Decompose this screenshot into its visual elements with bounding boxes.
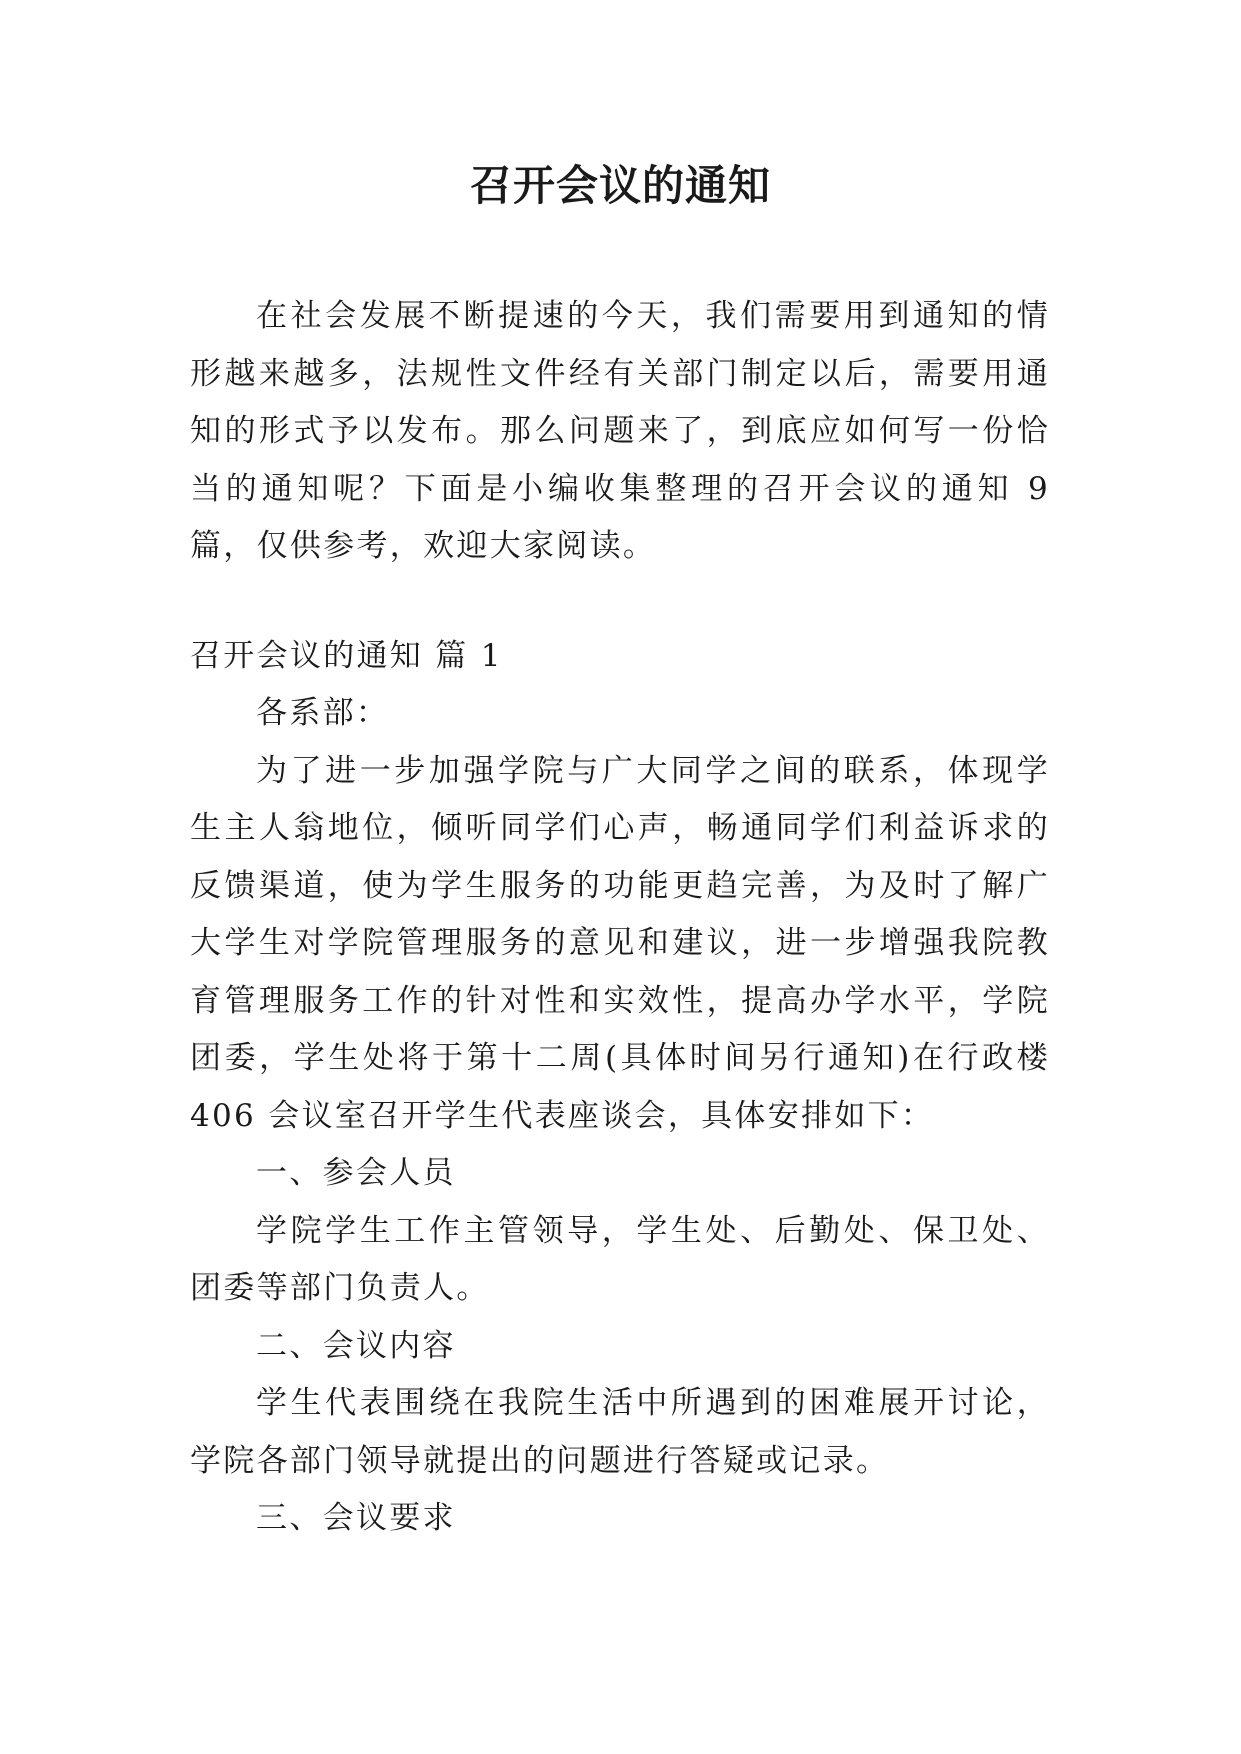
document-body <box>190 288 1050 1548</box>
body-paragraph-attendees: 学院学生工作主管领导，学生处、后勤处、保卫处、团委等部门负责人。 <box>190 1212 1050 1306</box>
intro-paragraph: 在社会发展不断提速的今天，我们需要用到通知的情形越来越多，法规性文件经有关部门制定以后，需要用通知的形式予以发布。那么问题来了，到底应如何写一份恰当的通知呢？下面是小编收集整理的召开会议的通知 9 篇，仅供参考，欢迎大家阅读。 <box>190 298 1050 564</box>
body-paragraph-content: 学生代表围绕在我院生活中所遇到的困难展开讨论，学院各部门领导就提出的问题进行答疑或记录。 <box>190 1385 1050 1479</box>
salutation: 各系部： <box>256 695 390 731</box>
heading-attendees: 一、参会人员 <box>256 1155 456 1191</box>
section-title: 召开会议的通知 篇 1 <box>190 637 503 674</box>
paragraph-spacer <box>190 576 1050 628</box>
heading-requirements: 三、会议要求 <box>256 1500 456 1536</box>
body-paragraph-purpose: 为了进一步加强学院与广大同学之间的联系，体现学生主人翁地位，倾听同学们心声，畅通同学们利益诉求的反馈渠道，使为学生服务的功能更趋完善，为及时了解广大学生对学院管理服务的意见和建议，进一步增强我院教育管理服务工作的针对性和实效性，提高办学水平，学院团委，学生处将于第十二周(具体时间另行通知)在行政楼 406 会议室召开学生代表座谈会，具体安排如下： <box>190 752 1050 1134</box>
document-title: 召开会议的通知 <box>469 161 771 210</box>
heading-content: 二、会议内容 <box>256 1327 456 1364</box>
